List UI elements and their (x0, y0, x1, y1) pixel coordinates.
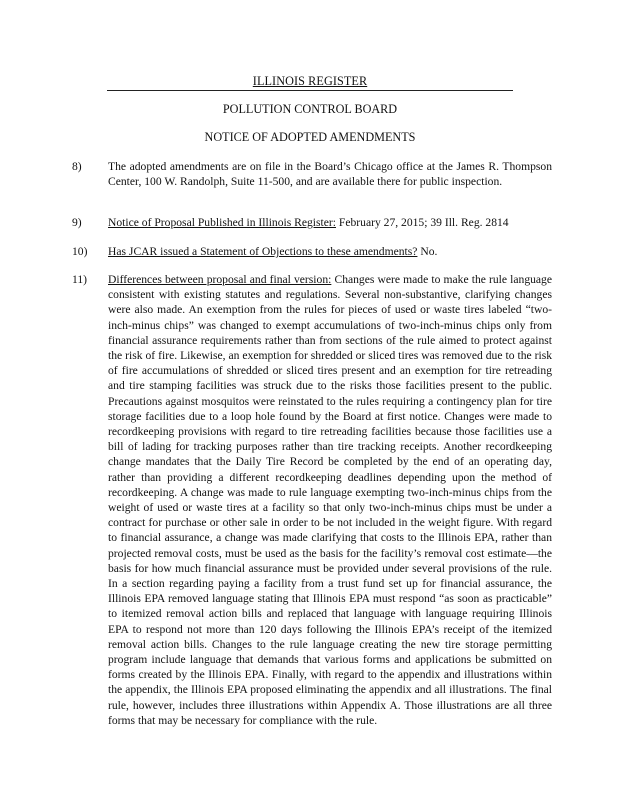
notice-title: NOTICE OF ADOPTED AMENDMENTS (204, 130, 416, 144)
item-number: 10) (72, 245, 88, 258)
item-number: 9) (72, 216, 82, 229)
header-rule (107, 90, 513, 91)
item-10-text: No. (417, 245, 438, 258)
item-number: 11) (72, 273, 88, 286)
item-text (108, 244, 552, 259)
item-text (108, 272, 552, 728)
register-header: ILLINOIS REGISTER (252, 74, 368, 88)
item-text (108, 159, 552, 189)
item-11-label: Differences between proposal and final version: (108, 273, 332, 286)
item-text (108, 215, 552, 230)
item-8-text: The adopted amendments are on file in the Board’s Chicago office at the James R. Thompson Center, 100 W. Randolph, Suite 11-500, and are available there for public inspection. (108, 160, 552, 189)
item-10-label: Has JCAR issued a Statement of Objections to these amendments? (108, 245, 418, 258)
item-9-label: Notice of Proposal Published in Illinois Register: (108, 216, 336, 229)
item-11-text: Changes were made to make the rule language consistent with existing statutes and regulations. Several non-substantive, clarifying changes were also made. An exemption from the rules for pieces of used or waste tires labeled “two-inch-minus chips” was changed to exempt accumulations of two-inch-minus chips only from financial assurance requirements rather than from sections of the rule aimed to protect against the risk of fire. Likewise, an exemption for shredded or sliced tires was removed due to the risk of fire accumulations of shredded or sliced tires present and an exemption for tire retreading and tire stamping facilities was struck due to the risks those facilities present to the public. Precautions against mosquitos were reinstated to the rules requiring a contingency plan for tire storage facilities due to a loop hole found by the Board at first notice. Changes were made to recordkeeping provisions with regard to tire retreading facilities because those facilities use a bill of lading for tracking purposes rather than tire tracking receipts. Another recordkeeping change mandates that the Daily Tire Record be completed by the end of an operating day, rather than providing a different recordkeeping deadlines depending upon the method of recordkeeping. A change was made to rule language exempting two-inch-minus chips from the weight of used or waste tires at a facility so that only two-inch-minus chips must be under a contract for purchase or other sale in order to be not included in the weight figure. With regard to financial assurance, a change was made clarifying that costs to the Illinois EPA, rather than projected removal costs, must be used as the basis for the facility’s removal cost estimate—the basis for how much financial assurance must be provided under several provisions of the rule. In a section regarding paying a facility from a trust fund set up for financial assurance, the Illinois EPA removed language stating that Illinois EPA must respond “as soon as practicable” to itemized removal action bills and replaced that language with language requiring Illinois EPA to respond not more than 120 days following the Illinois EPA’s receipt of the itemized removal action bills. Changes to the rule language creating the new tire storage permitting program include language that demands that various forms and applications be submitted on forms created by the Illinois EPA. Finally, with regard to the appendix and illustrations within the appendix, the Illinois EPA proposed eliminating the appendix and all illustrations. The final rule, however, includes three illustrations within Appendix A. Those illustrations are all three forms that may be necessary for compliance with the rule. (108, 273, 552, 727)
item-9-text: February 27, 2015; 39 Ill. Reg. 2814 (336, 216, 509, 229)
agency-title: POLLUTION CONTROL BOARD (222, 102, 398, 116)
item-number: 8) (72, 160, 82, 173)
